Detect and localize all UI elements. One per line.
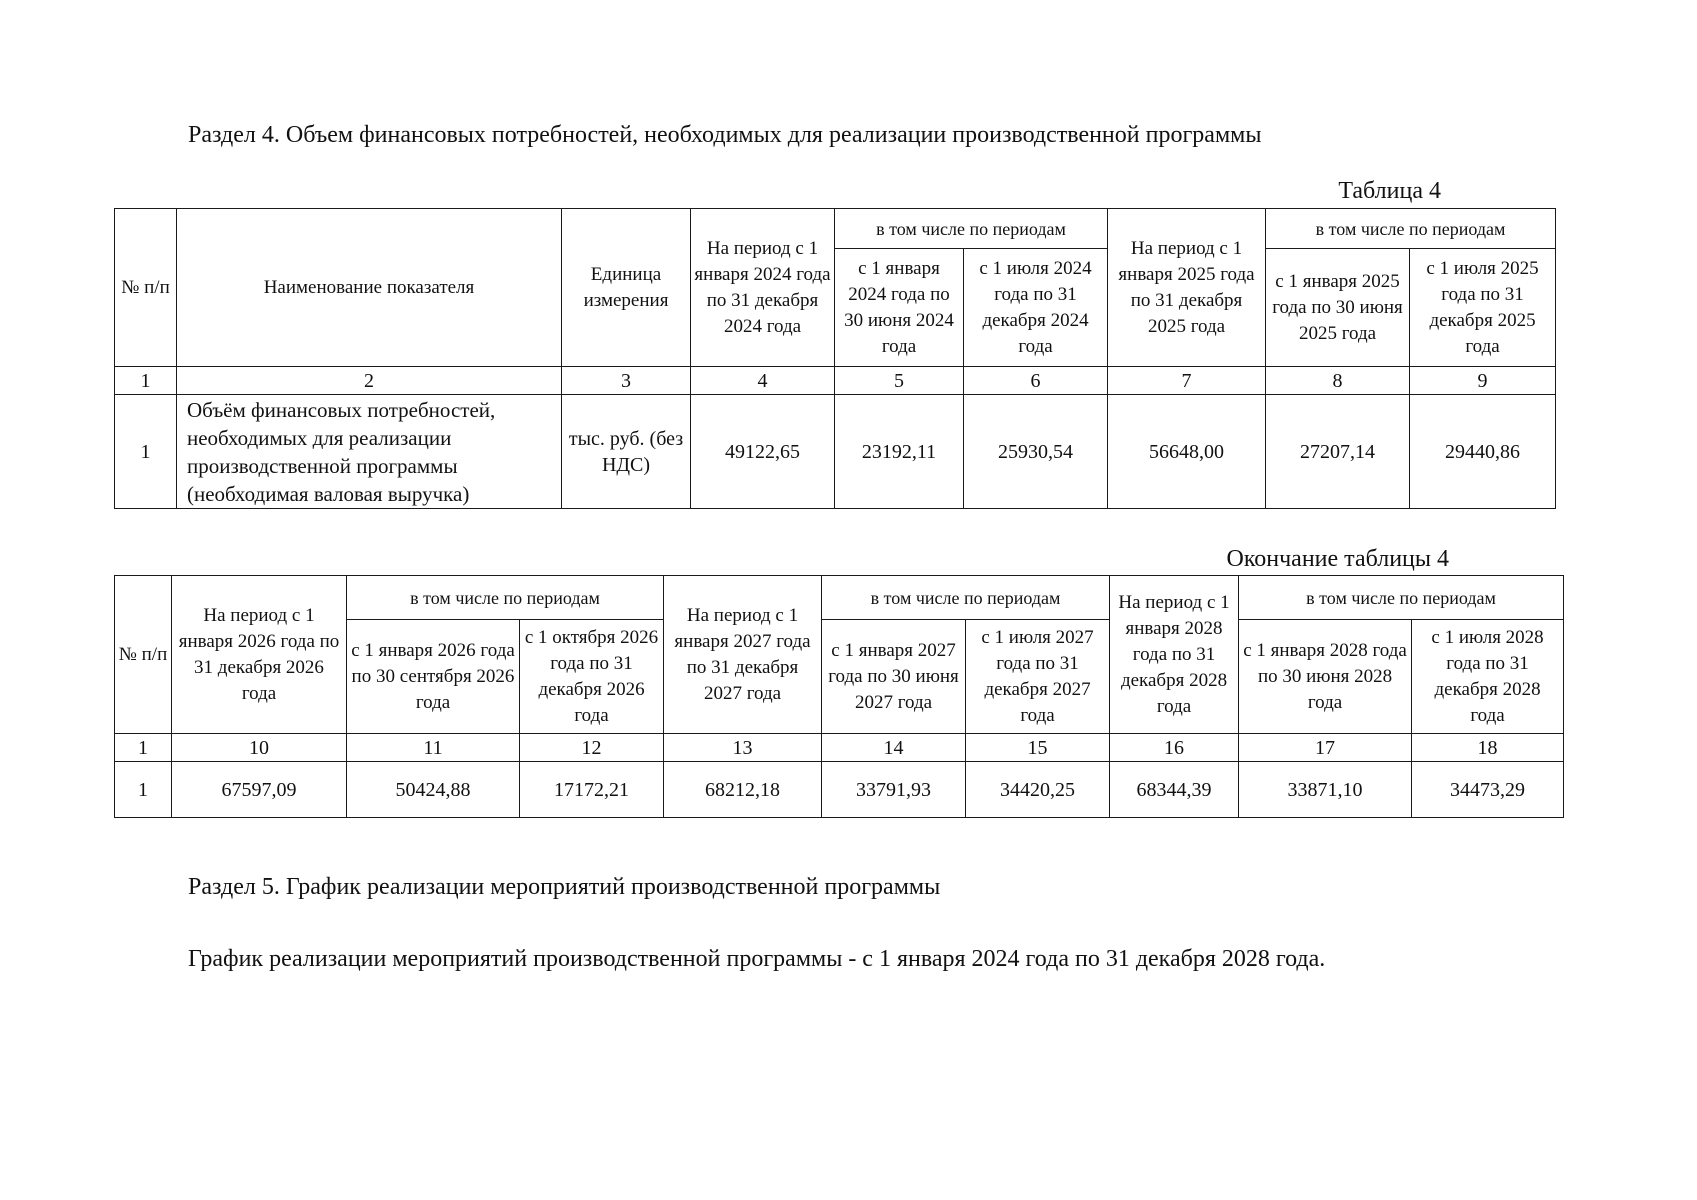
header-including-2028: в том числе по периодам <box>1239 576 1564 620</box>
value-cell: 17172,21 <box>520 762 664 818</box>
header-h1-2028: с 1 января 2028 года по 30 июня 2028 года <box>1239 620 1412 734</box>
value-cell: 23192,11 <box>835 395 964 509</box>
column-number: 11 <box>347 734 520 762</box>
column-number: 15 <box>966 734 1110 762</box>
header-name: Наименование показателя <box>177 209 562 367</box>
header-h2-2028: с 1 июля 2028 года по 31 декабря 2028 года <box>1412 620 1564 734</box>
table-header-row <box>115 209 1556 249</box>
table-row <box>115 762 1564 818</box>
value-cell: 29440,86 <box>1410 395 1556 509</box>
column-number: 8 <box>1266 367 1410 395</box>
header-period-2024: На период с 1 января 2024 года по 31 декабря 2024 года <box>691 209 835 367</box>
table-caption: Таблица 4 <box>1338 178 1441 204</box>
header-including-2026: в том числе по периодам <box>347 576 664 620</box>
header-h2-2027: с 1 июля 2027 года по 31 декабря 2027 года <box>966 620 1110 734</box>
value-cell: 33871,10 <box>1239 762 1412 818</box>
value-cell: 56648,00 <box>1108 395 1266 509</box>
column-number: 1 <box>115 734 172 762</box>
column-number-row <box>115 734 1564 762</box>
header-h1-2027: с 1 января 2027 года по 30 июня 2027 года <box>822 620 966 734</box>
header-num: № п/п <box>115 209 177 367</box>
header-period-2026: На период с 1 января 2026 года по 31 декабря 2026 года <box>172 576 347 734</box>
header-period-2028: На период с 1 января 2028 года по 31 декабря 2028 года <box>1110 576 1239 734</box>
column-number: 17 <box>1239 734 1412 762</box>
header-p2-2026: с 1 октября 2026 года по 31 декабря 2026 года <box>520 620 664 734</box>
value-cell: 68344,39 <box>1110 762 1239 818</box>
column-number: 10 <box>172 734 347 762</box>
section-5-heading: Раздел 5. График реализации мероприятий производственной программы <box>188 874 941 900</box>
section-4-heading: Раздел 4. Объем финансовых потребностей, необходимых для реализации производственной программы <box>188 122 1262 148</box>
section-5-text: График реализации мероприятий производственной программы - с 1 января 2024 года по 31 декабря 2028 года. <box>188 946 1326 972</box>
header-period-2025: На период с 1 января 2025 года по 31 декабря 2025 года <box>1108 209 1266 367</box>
value-cell: 34473,29 <box>1412 762 1564 818</box>
table-continuation-caption: Окончание таблицы 4 <box>1226 546 1449 572</box>
indicator-name: Объём финансовых потребностей, необходимых для реализации производственной программы (необходимая валовая выручка) <box>177 395 562 509</box>
column-number: 9 <box>1410 367 1556 395</box>
column-number: 5 <box>835 367 964 395</box>
header-h2-2025: с 1 июля 2025 года по 31 декабря 2025 года <box>1410 249 1556 367</box>
column-number: 2 <box>177 367 562 395</box>
header-including-2024: в том числе по периодам <box>835 209 1108 249</box>
header-h1-2024: с 1 января 2024 года по 30 июня 2024 года <box>835 249 964 367</box>
column-number: 3 <box>562 367 691 395</box>
column-number: 16 <box>1110 734 1239 762</box>
table-row <box>115 395 1556 509</box>
column-number: 6 <box>964 367 1108 395</box>
value-cell: 27207,14 <box>1266 395 1410 509</box>
financial-needs-table <box>114 208 1556 509</box>
value-cell: 34420,25 <box>966 762 1110 818</box>
row-number: 1 <box>115 395 177 509</box>
header-p1-2026: с 1 января 2026 года по 30 сентября 2026 года <box>347 620 520 734</box>
column-number: 13 <box>664 734 822 762</box>
column-number: 12 <box>520 734 664 762</box>
header-unit: Единица измерения <box>562 209 691 367</box>
value-cell: 68212,18 <box>664 762 822 818</box>
column-number: 14 <box>822 734 966 762</box>
header-num: № п/п <box>115 576 172 734</box>
column-number: 7 <box>1108 367 1266 395</box>
header-h2-2024: с 1 июля 2024 года по 31 декабря 2024 года <box>964 249 1108 367</box>
column-number: 18 <box>1412 734 1564 762</box>
column-number: 1 <box>115 367 177 395</box>
column-number-row <box>115 367 1556 395</box>
header-including-2027: в том числе по периодам <box>822 576 1110 620</box>
value-cell: 50424,88 <box>347 762 520 818</box>
unit-cell: тыс. руб. (без НДС) <box>562 395 691 509</box>
table-header-row <box>115 576 1564 620</box>
value-cell: 67597,09 <box>172 762 347 818</box>
column-number: 4 <box>691 367 835 395</box>
value-cell: 25930,54 <box>964 395 1108 509</box>
financial-needs-table-continuation <box>114 575 1564 818</box>
value-cell: 33791,93 <box>822 762 966 818</box>
header-including-2025: в том числе по периодам <box>1266 209 1556 249</box>
header-period-2027: На период с 1 января 2027 года по 31 декабря 2027 года <box>664 576 822 734</box>
row-number: 1 <box>115 762 172 818</box>
value-cell: 49122,65 <box>691 395 835 509</box>
header-h1-2025: с 1 января 2025 года по 30 июня 2025 года <box>1266 249 1410 367</box>
